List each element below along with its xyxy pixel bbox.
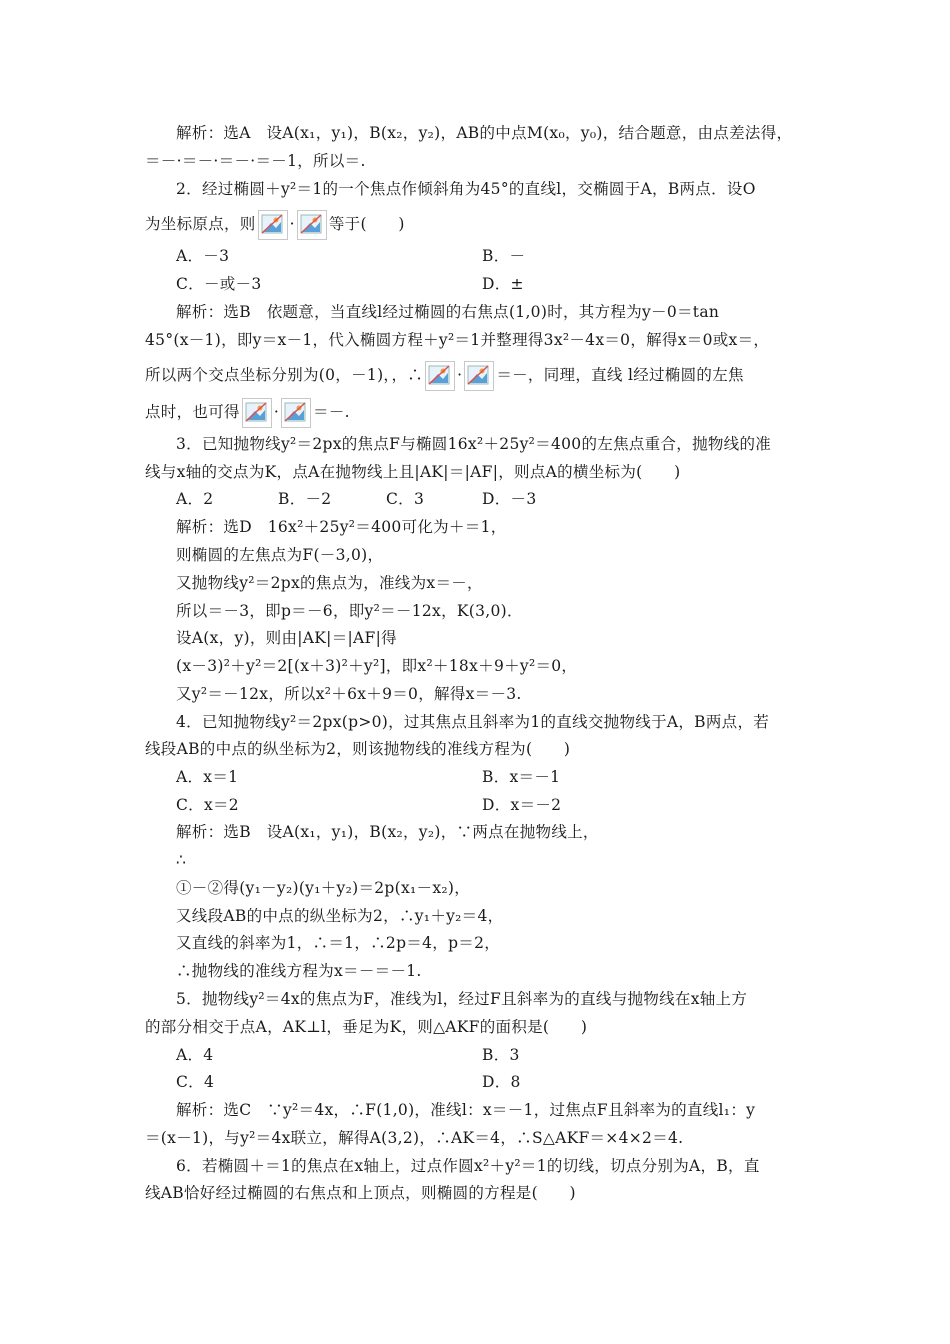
broken-image-icon <box>464 361 494 391</box>
text-line: 的部分相交于点A，AK⊥l，垂足为K，则△AKF的面积是( ) <box>145 1018 588 1036</box>
option-c: C．3 <box>386 490 425 508</box>
text-line: ＝(x－1)，与y²＝4x联立，解得A(3,2)，∴AK＝4，∴S△AKF＝×4×2＝4. <box>145 1129 684 1147</box>
text-fragment: 所以两个交点坐标分别为(0，－1)，，∴ <box>145 366 424 384</box>
broken-image-icon <box>242 398 272 428</box>
text-line: ∴ <box>176 851 187 869</box>
option-a: A．x＝1 <box>176 768 239 786</box>
question-6-stem: 6．若椭圆＋＝1的焦点在x轴上，过点作圆x²＋y²＝1的切线，切点分别为A，B，直 <box>176 1157 760 1175</box>
option-row <box>176 767 841 787</box>
text-line: (x－3)²＋y²＝2[(x＋3)²＋y²]，即x²＋18x＋9＋y²＝0， <box>176 657 578 675</box>
option-d: D．－3 <box>482 490 537 508</box>
text-line: 又线段AB的中点的纵坐标为2，∴y₁＋y₂＝4， <box>176 907 504 925</box>
text-line: ①－②得(y₁－y₂)(y₁＋y₂)＝2p(x₁－x₂)， <box>176 879 471 897</box>
text-line: 所以＝－3，即p＝－6，即y²＝－12x，K(3,0)． <box>176 602 523 620</box>
option-d: D．± <box>482 275 524 293</box>
text-line: ＝－·＝－·＝－·＝－1，所以＝. <box>145 152 366 170</box>
text-line <box>145 210 810 240</box>
option-row <box>176 1045 841 1065</box>
broken-image-icon <box>297 210 327 240</box>
option-row <box>176 1072 841 1092</box>
text-line: 线段AB的中点的纵坐标为2，则该抛物线的准线方程为( ) <box>145 740 571 758</box>
option-d: D．8 <box>482 1073 521 1091</box>
broken-image-icon <box>425 361 455 391</box>
text-line: ∴抛物线的准线方程为x＝－＝－1. <box>176 962 422 980</box>
option-a: A．2 <box>176 490 214 508</box>
text-line: 45°(x－1)，即y＝x－1，代入椭圆方程＋y²＝1并整理得3x²－4x＝0，解得x＝0或x＝， <box>145 331 770 349</box>
option-row <box>176 274 841 294</box>
option-row <box>176 489 841 509</box>
text-line: 设A(x，y)，则由|AK|＝|AF|得 <box>176 629 397 647</box>
option-d: D．x＝－2 <box>482 796 562 814</box>
option-row <box>176 246 841 266</box>
text-line <box>145 361 810 391</box>
text-line <box>145 398 810 428</box>
text-fragment: ＝－，同理，直线 l经过椭圆的左焦 <box>496 366 744 384</box>
text-line: 解析：选B 设A(x₁，y₁)，B(x₂，y₂)，∵两点在抛物线上， <box>176 823 599 841</box>
option-a: A．4 <box>176 1046 214 1064</box>
option-c: C．x＝2 <box>176 796 239 814</box>
broken-image-icon <box>258 210 288 240</box>
text-fragment: ＝－. <box>313 403 350 421</box>
text-fragment: 点时，也可得 <box>145 403 240 421</box>
text-fragment: 等于( ) <box>328 215 405 233</box>
text-line: 又抛物线y²＝2px的焦点为，准线为x＝－， <box>176 574 483 592</box>
dot-operator: · <box>289 215 295 233</box>
option-b: B．3 <box>482 1046 520 1064</box>
text-line: 解析：选C ∵y²＝4x，∴F(1,0)，准线l：x＝－1，过焦点F且斜率为的直线l₁：y <box>176 1101 756 1119</box>
dot-operator: · <box>273 403 280 421</box>
question-4-stem: 4．已知抛物线y²＝2px(p>0)，过其焦点且斜率为1的直线交抛物线于A，B两点，若 <box>176 713 770 731</box>
question-3-stem: 3．已知抛物线y²＝2px的焦点F与椭圆16x²＋25y²＝400的左焦点重合，抛物线的准 <box>176 435 772 453</box>
text-line: 线与x轴的交点为K，点A在抛物线上且|AK|＝|AF|，则点A的横坐标为( ) <box>145 463 681 481</box>
text-line: 解析：选D 16x²＋25y²＝400可化为＋＝1， <box>176 518 507 536</box>
option-c: C．－或－3 <box>176 275 262 293</box>
text-line: 又直线的斜率为1，∴＝1，∴2p＝4，p＝2， <box>176 934 501 952</box>
text-line: 线AB恰好经过椭圆的右焦点和上顶点，则椭圆的方程是( ) <box>145 1184 576 1202</box>
question-5-stem: 5．抛物线y²＝4x的焦点为F，准线为l，经过F且斜率为的直线与抛物线在x轴上方 <box>176 990 748 1008</box>
text-line: 则椭圆的左焦点为F(－3,0)， <box>176 546 384 564</box>
text-fragment: 为坐标原点，则 <box>145 215 256 233</box>
option-b: B．x＝－1 <box>482 768 561 786</box>
dot-operator: · <box>457 366 463 384</box>
question-2-stem: 2．经过椭圆＋y²＝1的一个焦点作倾斜角为45°的直线l，交椭圆于A，B两点．设O <box>176 180 756 198</box>
text-line: 解析：选B 依题意，当直线l经过椭圆的右焦点(1,0)时，其方程为y－0＝tan <box>176 303 720 321</box>
option-b: B．－ <box>482 247 526 265</box>
option-c: C．4 <box>176 1073 215 1091</box>
text-line: 解析：选A 设A(x₁，y₁)，B(x₂，y₂)，AB的中点M(x₀，y₀)，结合题意，由点差法得， <box>176 124 793 142</box>
option-b: B．－2 <box>278 490 332 508</box>
option-row <box>176 795 841 815</box>
text-line: 又y²＝－12x，所以x²＋6x＋9＝0，解得x＝－3. <box>176 685 522 703</box>
broken-image-icon <box>281 398 311 428</box>
option-a: A．－3 <box>176 247 230 265</box>
